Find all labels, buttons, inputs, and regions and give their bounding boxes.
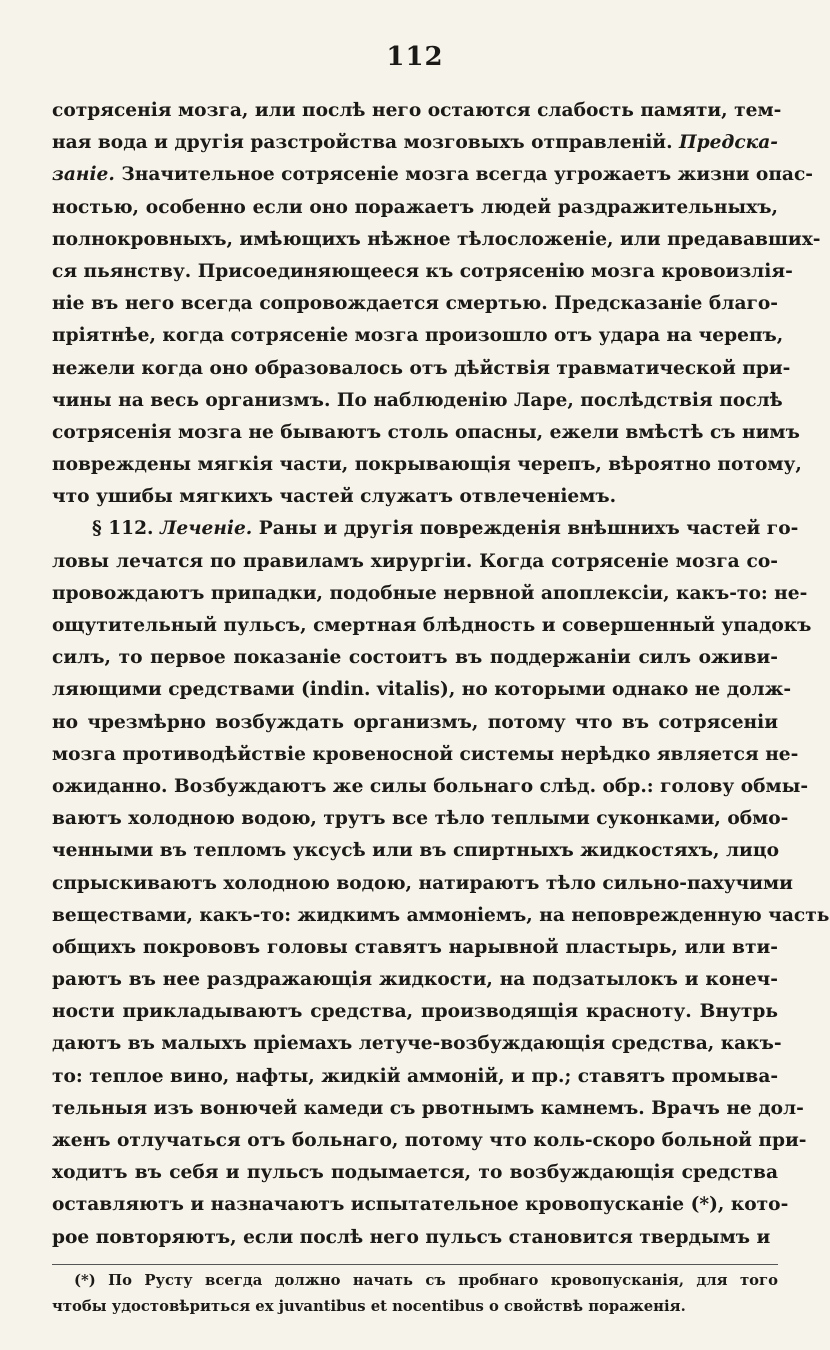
text-line: [52, 803, 789, 835]
text-line: [52, 159, 814, 191]
text-line: [52, 353, 791, 385]
text-run: ходитъ въ себя и пульсъ подымается, то возбуждающія средства: [52, 1162, 778, 1184]
text-run: Значительное сотрясеніе мозга всегда угрожаетъ жизни опас-: [114, 164, 814, 186]
italic-run: Предска-: [679, 132, 779, 154]
text-line: [52, 127, 778, 159]
text-line: [52, 739, 799, 771]
footnote-divider: [52, 1264, 778, 1265]
text-run: полнокровныхъ, имѣющихъ нѣжное тѣлосложеніе, или предававших-: [52, 228, 821, 250]
text-line: [52, 224, 821, 256]
text-run: то: теплое вино, нафты, жидкій аммоній, и пр.; ставятъ промыва-: [52, 1065, 779, 1087]
text-line: [52, 932, 778, 964]
text-line: [52, 95, 782, 127]
text-line: [52, 642, 778, 674]
text-run: даютъ въ малыхъ пріемахъ летуче-возбуждающія средства, какъ-: [52, 1033, 782, 1055]
text-run: ная вода и другія разстройства мозговыхъ отправленій.: [52, 132, 680, 154]
text-line: [52, 610, 812, 642]
text-run: ченными въ тепломъ уксусѣ или въ спиртныхъ жидкостяхъ, лицо: [52, 840, 779, 862]
text-run: женъ отлучаться отъ больнаго, потому что коль-скоро больной при-: [52, 1130, 807, 1151]
text-run: веществами, какъ-то: жидкимъ аммоніемъ, на неповрежденную часть: [52, 904, 830, 926]
italic-run: Леченіе.: [159, 518, 253, 540]
text-line: [52, 964, 778, 996]
body-text: [52, 95, 830, 1254]
text-run: но чрезмѣрно возбуждать организмъ, потому что въ сотрясеніи: [52, 711, 778, 733]
text-run: сотрясенія мозга не бываютъ столь опасны, ежели вмѣстѣ съ нимъ: [52, 421, 800, 443]
text-line: [52, 288, 778, 320]
text-line: [52, 1093, 804, 1125]
text-run: мозга противодѣйствіе кровеносной системы нерѣдко является не-: [52, 743, 799, 765]
text-run: ностью, особенно если оно поражаетъ людей раздражительныхъ,: [52, 196, 778, 218]
text-line: [52, 481, 778, 513]
text-line: [52, 385, 783, 417]
text-line: [52, 1028, 782, 1060]
text-run: пріятнѣе, когда сотрясеніе мозга произошло отъ удара на черепъ,: [52, 325, 784, 347]
italic-run: заніе.: [52, 164, 115, 186]
text-run: нежели когда оно образовалось отъ дѣйствія травматической при-: [52, 357, 791, 379]
text-run: § 112.: [92, 518, 160, 540]
text-line: [52, 707, 778, 739]
text-line: [52, 835, 778, 867]
text-run: повреждены мягкія части, покрывающія черепъ, вѣроятно потому,: [52, 454, 802, 476]
text-run: ляющими средствами (indin. vitalis), но которыми однако не долж-: [52, 679, 792, 701]
text-run: ловы лечатся по правиламъ хирургіи. Когда сотрясеніе мозга со-: [52, 550, 778, 572]
text-line: [52, 578, 808, 610]
text-run: ности прикладываютъ средства, производящія красноту. Внутрь: [52, 1001, 778, 1023]
text-line: [52, 546, 778, 578]
text-line: [52, 771, 809, 803]
text-run: ніе въ него всегда сопровождается смертью. Предсказаніе благо-: [52, 293, 778, 315]
text-run: ся пьянству. Присоединяющееся къ сотрясенію мозга кровоизлія-: [52, 260, 793, 282]
text-line: [52, 256, 793, 288]
text-run: оставляютъ и назначаютъ испытательное кровопусканіе (*), кото-: [52, 1194, 789, 1216]
text-line: [52, 1061, 778, 1093]
text-line: [52, 192, 778, 224]
text-line: [52, 996, 778, 1028]
text-line: [52, 900, 830, 932]
text-run: тельныя изъ вонючей камеди съ рвотнымъ камнемъ. Врачъ не дол-: [52, 1097, 804, 1119]
text-line: [52, 1222, 778, 1254]
text-run: чины на весь организмъ. По наблюденію Ларе, послѣдствія послѣ: [52, 389, 783, 411]
text-line: [52, 868, 793, 900]
page-number: 112: [386, 42, 444, 72]
text-line: [52, 320, 784, 352]
text-run: ожиданно. Возбуждаютъ же силы больнаго слѣд. обр.: голову обмы-: [52, 775, 809, 797]
text-line: [52, 417, 800, 449]
text-run: ощутительный пульсъ, смертная блѣдность и совершенный упадокъ: [52, 615, 812, 636]
text-run: ваютъ холодною водою, трутъ все тѣло теплыми суконками, обмо-: [52, 808, 789, 830]
text-line: [52, 674, 792, 706]
text-line: [52, 1157, 778, 1189]
text-line: [52, 449, 802, 481]
text-line: [52, 1125, 807, 1157]
text-line: [52, 1189, 789, 1221]
text-run: спрыскиваютъ холодною водою, натираютъ тѣло сильно-пахучими: [52, 872, 793, 894]
text-line: [52, 513, 799, 545]
text-run: провождаютъ припадки, подобные нервной апоплексіи, какъ-то: не-: [52, 582, 808, 604]
footnote-line: чтобы удостовѣриться ex juvantibus et nocentibus о свойствѣ пораженія.: [52, 1298, 686, 1315]
text-run: рое повторяютъ, если послѣ него пульсъ становится твердымъ и: [52, 1226, 771, 1248]
footnote-line: (*) По Русту всегда должно начать съ пробнаго кровопусканія, для того: [74, 1272, 778, 1289]
text-run: Раны и другія поврежденія внѣшнихъ частей го-: [252, 518, 799, 540]
text-run: сотрясенія мозга, или послѣ него остаются слабость памяти, тем-: [52, 100, 782, 121]
text-run: раютъ въ нее раздражающія жидкости, на подзатылокъ и конеч-: [52, 969, 778, 991]
text-run: что ушибы мягкихъ частей служатъ отвлеченіемъ.: [52, 486, 617, 508]
text-run: силъ, то первое показаніе состоитъ въ поддержаніи силъ оживи-: [52, 647, 778, 669]
text-run: общихъ покрововъ головы ставятъ нарывной пластырь, или вти-: [52, 936, 778, 958]
footnote: [52, 1268, 778, 1320]
